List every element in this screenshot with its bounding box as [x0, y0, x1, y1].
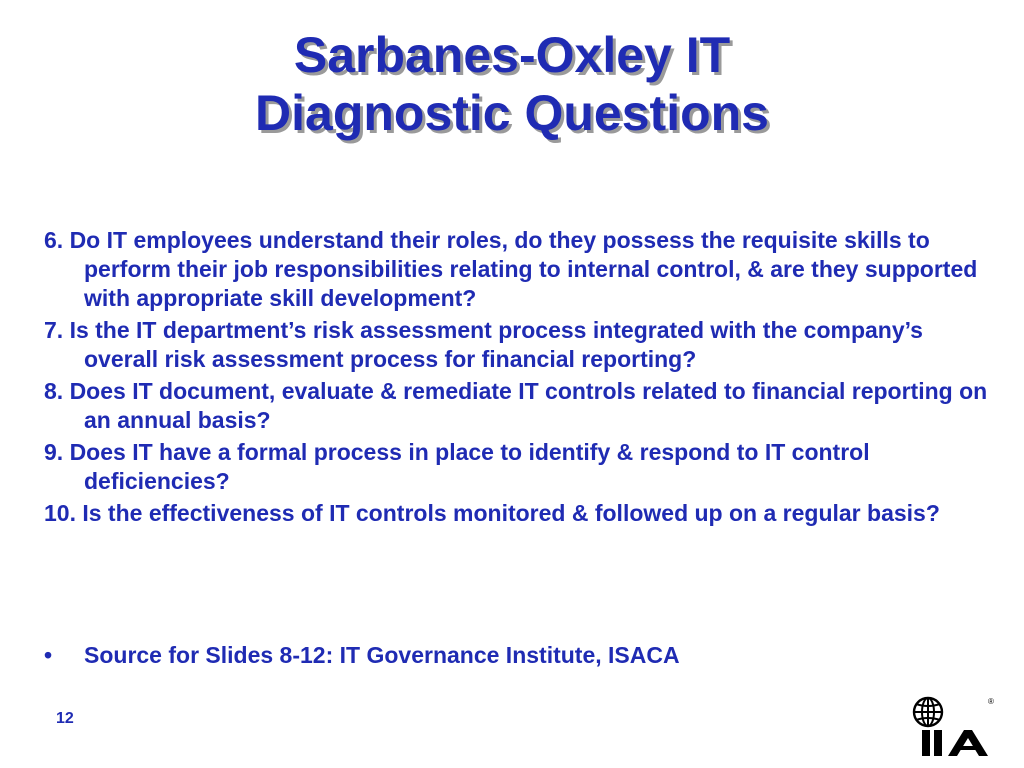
bullet-icon: •: [44, 642, 53, 668]
logo-letters: [922, 730, 988, 756]
registered-mark: ®: [988, 697, 994, 706]
question-item-7: 7. Is the IT department’s risk assessment process integrated with the company’s overall risk assessment process for financial reporting?: [44, 317, 923, 372]
question-item-8: 8. Does IT document, evaluate & remediate IT controls related to financial reporting on an annual basis?: [44, 378, 988, 433]
question-item-6: 6. Do IT employees understand their roles, do they possess the requisite skills to perform their job responsibilities relating to internal control, & are they supported with appropriate skill development?: [44, 227, 978, 311]
page-number: 12: [56, 710, 74, 727]
slide-title: [0, 26, 1024, 142]
iia-logo-icon: [908, 694, 994, 760]
source-text: Source for Slides 8-12: IT Governance Institute, ISACA: [84, 642, 680, 668]
question-item-10: 10. Is the effectiveness of IT controls monitored & followed up on a regular basis?: [44, 500, 940, 526]
title-line-2: Diagnostic Questions: [255, 85, 769, 141]
question-item-9: 9. Does IT have a formal process in place to identify & respond to IT control deficiencies?: [44, 439, 870, 494]
source-note: [44, 641, 680, 670]
question-list: [44, 226, 994, 531]
title-line-1: Sarbanes-Oxley IT: [293, 27, 731, 83]
globe-icon: [914, 698, 942, 726]
